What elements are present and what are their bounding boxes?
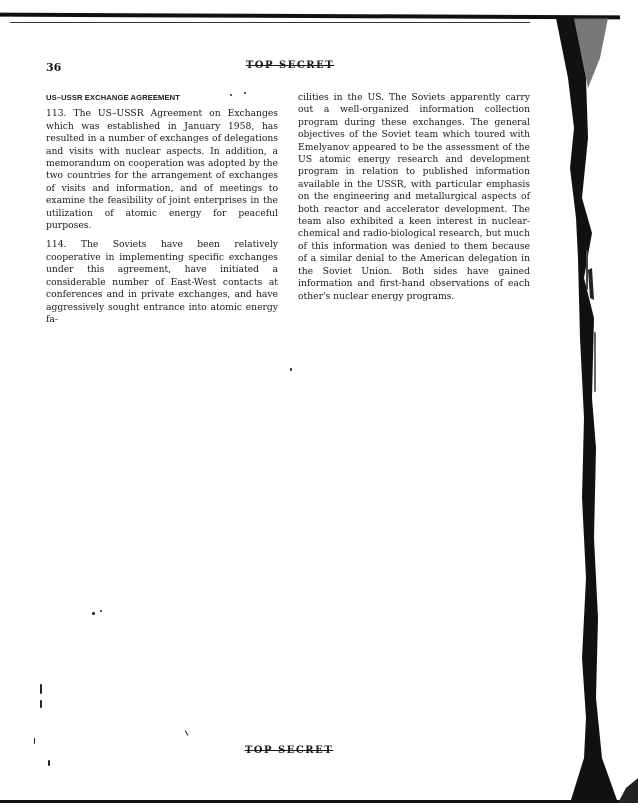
scan-edge-shadow (548, 18, 638, 803)
scan-speck (92, 612, 95, 615)
scan-speck (34, 738, 35, 744)
scan-speck (594, 332, 596, 392)
paragraph-113: 113. The US–USSR Agreement on Exchanges which was established in January 1958, has resulted in a number of exchanges of delegations and visits with nuclear aspects. In addition, a memorandum on cooperation was adopted by the two countries for the arrangement of exchanges of visits and information, and of meetings to examine the feasibility of joint enterprises in the utilization of atomic energy for peaceful purposes. (46, 108, 278, 232)
scan-speck (290, 368, 292, 371)
scan-speck (100, 610, 102, 612)
scan-top-border-line (10, 22, 530, 23)
scan-speck (40, 684, 42, 694)
page-number: 36 (46, 61, 62, 74)
classification-marking-bottom: TOP SECRET (244, 745, 334, 756)
scan-speck (48, 760, 50, 766)
paragraph-114: 114. The Soviets have been relatively cooperative in implementing specific exchanges under this agreement, have initiated a considerable number of East-West contacts at conferences and in private exchanges, and have aggressively sought entrance into atomic energy fa- (46, 239, 278, 325)
scan-speck (230, 94, 232, 96)
scan-speck (244, 92, 246, 94)
scan-speck (586, 250, 588, 290)
scan-top-border (0, 13, 620, 20)
scan-speck (40, 700, 42, 708)
scan-bottom-border (0, 800, 638, 803)
classification-marking-top: TOP SECRET (245, 60, 335, 71)
scan-speck (185, 730, 189, 736)
paragraph-114-continued: cilities in the US. The Soviets apparently carry out a well-organized information collection program during these exchanges. The general objectives of the Soviet team which toured with Emelyanov appeared to be the assessment of the US atomic energy research and development program in relation to published information available in the USSR, with particular emphasis on the engineering and metallurgical aspects of both reactor and accelerator development. The team also exhibited a keen interest in nuclear-chemical and radio-biological research, but much of this information was denied to them because of a similar denial to the American delegation in the Soviet Union. Both sides have gained information and first-hand observations of each other's nuclear energy programs. (298, 92, 530, 302)
section-heading: US–USSR EXCHANGE AGREEMENT (46, 93, 180, 102)
right-column (298, 92, 530, 310)
left-column (46, 92, 278, 333)
